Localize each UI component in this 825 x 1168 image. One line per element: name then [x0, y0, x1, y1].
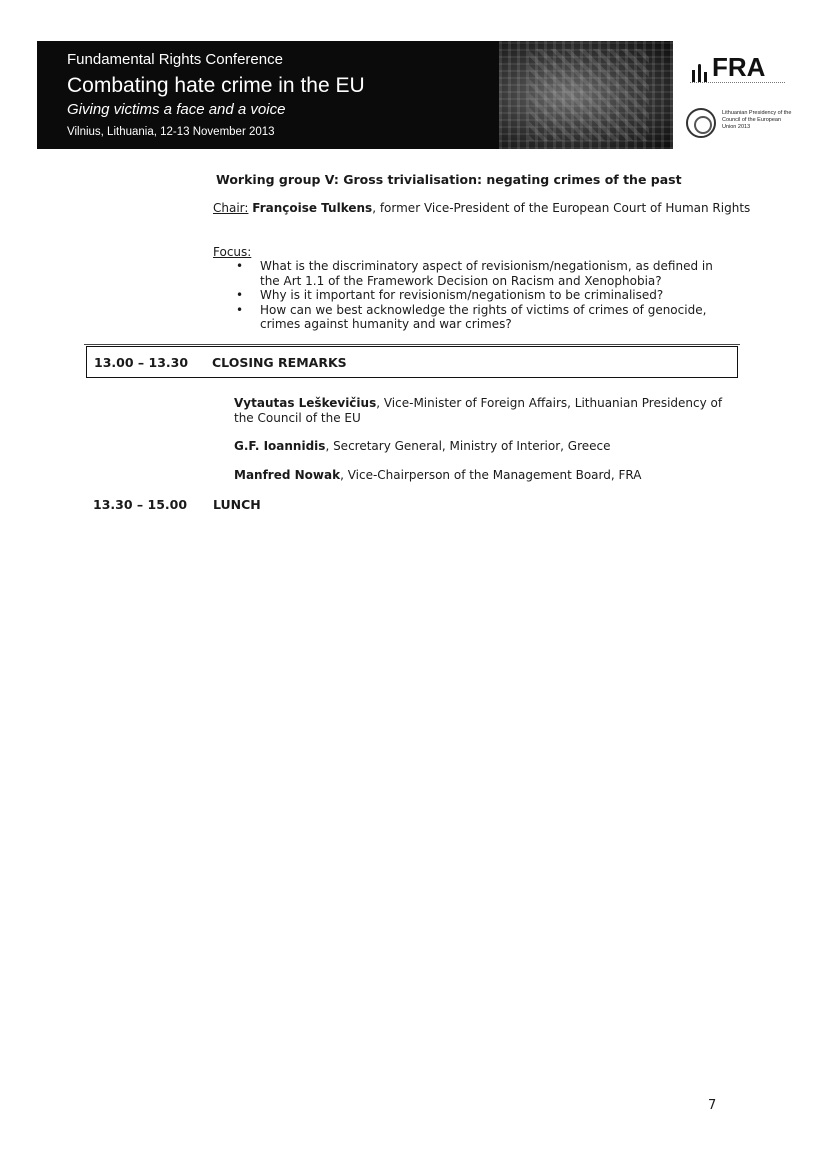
- chair-name: Françoise Tulkens: [252, 201, 373, 215]
- closing-title: CLOSING REMARKS: [212, 355, 347, 370]
- lunch-title: LUNCH: [213, 497, 261, 512]
- chair-label: Chair:: [213, 201, 249, 215]
- presidency-logo: [686, 108, 796, 142]
- chair-line: [213, 201, 753, 216]
- chair-role: , former Vice-President of the European Court of Human Rights: [372, 201, 751, 215]
- fra-wordmark: FRA: [712, 52, 766, 82]
- speaker-entry: [234, 439, 734, 454]
- speaker-entry: [234, 468, 734, 483]
- working-group-title: Working group V: Gross trivialisation: negating crimes of the past: [216, 172, 682, 187]
- fra-tagline-rule: [690, 82, 785, 85]
- focus-item: • Why is it important for revisionism/negationism to be criminalised?: [236, 288, 736, 303]
- page-number: 7: [708, 1098, 717, 1113]
- speaker-role: , Secretary General, Ministry of Interior, Greece: [325, 439, 611, 453]
- banner-location-date: Vilnius, Lithuania, 12-13 November 2013: [67, 126, 275, 138]
- banner-conference-name: Fundamental Rights Conference: [67, 51, 283, 68]
- presidency-emblem-icon: [686, 108, 716, 138]
- banner-photo-mosaic: [499, 41, 673, 149]
- fra-figure-icon: [690, 64, 710, 82]
- focus-label: Focus:: [213, 245, 252, 259]
- closing-remarks-box: [86, 346, 738, 378]
- focus-item: • What is the discriminatory aspect of revisionism/negationism, as defined in the Art 1.1 of the Framework Decision on Racism and Xenophobia?: [236, 259, 736, 288]
- speaker-name: Vytautas Leškevičius: [234, 396, 377, 410]
- focus-list: [236, 259, 736, 332]
- conference-banner: [37, 41, 673, 149]
- speaker-entry: [234, 396, 734, 426]
- fra-logo: [690, 52, 782, 88]
- banner-subtitle: Giving victims a face and a voice: [67, 101, 286, 118]
- speaker-role: , Vice-Chairperson of the Management Board, FRA: [340, 468, 642, 482]
- speaker-role: , Vice-Minister of Foreign Affairs, Lithuanian Presidency of the Council of the EU: [234, 396, 723, 425]
- banner-title: Combating hate crime in the EU: [67, 74, 365, 97]
- speaker-name: Manfred Nowak: [234, 468, 341, 482]
- focus-item: • How can we best acknowledge the rights of victims of crimes of genocide, crimes against humanity and war crimes?: [236, 303, 736, 332]
- presidency-text: Lithuanian Presidency of the Council of the European Union 2013: [722, 110, 792, 130]
- closing-time: 13.00 – 13.30: [94, 355, 189, 370]
- lunch-time: 13.30 – 15.00: [93, 497, 188, 512]
- speaker-name: G.F. Ioannidis: [234, 439, 326, 453]
